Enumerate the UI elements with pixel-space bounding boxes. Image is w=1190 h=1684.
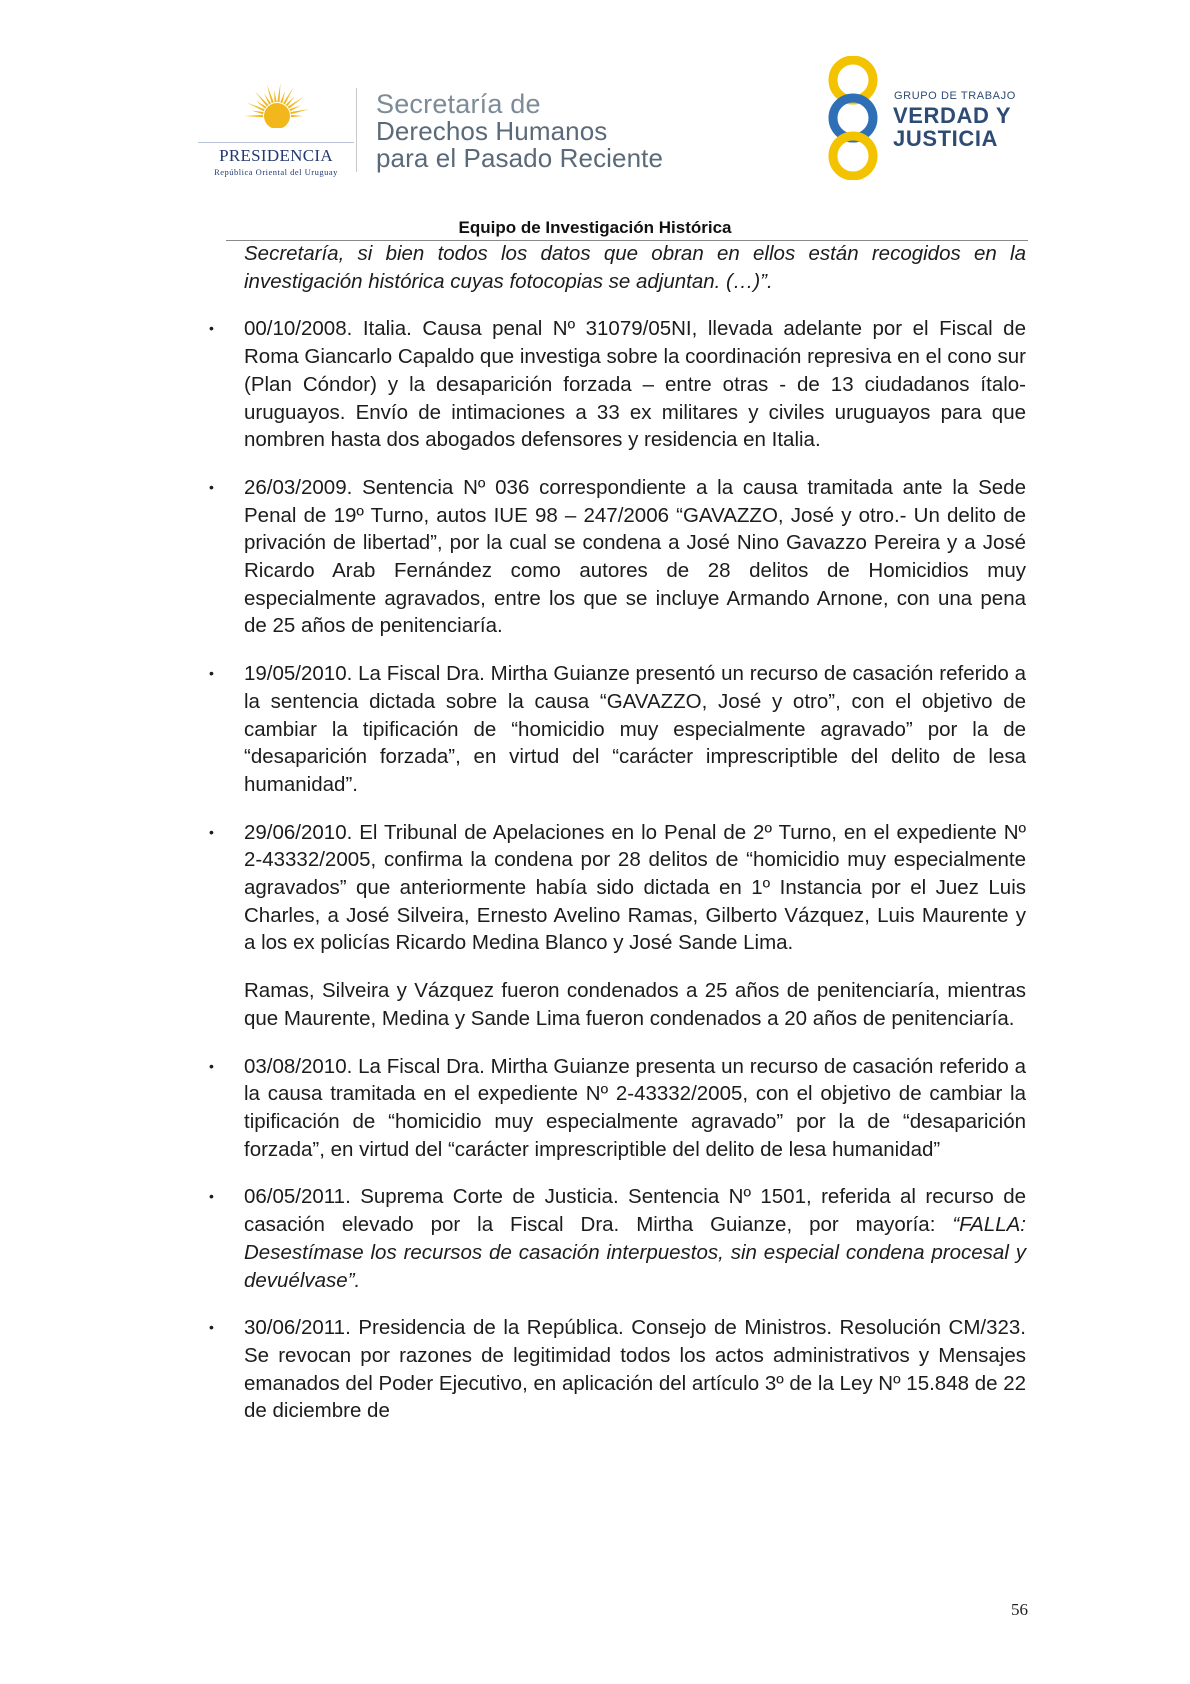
list-item-text: 03/08/2010. La Fiscal Dra. Mirtha Guianze presenta un recurso de casación referido a la causa tramitada en el expediente Nº 2-43332/2005, con el objetivo de cambiar la tipificación de “homicidio muy especialmente agravado” por la de “desaparición forzada”, en virtud del “carácter imprescriptible del delito de lesa humanidad” — [244, 1054, 1026, 1161]
list-item-text: 26/03/2009. Sentencia Nº 036 correspondiente a la causa tramitada ante la Sede Penal de 19º Turno, autos IUE 98 – 247/2006 “GAVAZZO, José y otro.- Un delito de privación de libertad”, por la cual se condena a José Nino Gavazzo Pereira y a José Ricardo Arab Fernández como autores de 28 delitos de Homicidios muy especialmente agravados, entre los que se incluye Armando Arnone, con una pena de 25 años de penitenciaría. — [244, 475, 1026, 638]
list-item — [209, 660, 1026, 799]
logo-rule — [198, 142, 354, 143]
presidencia-subtitle: República Oriental del Uruguay — [214, 167, 338, 177]
list-item-text: 06/05/2011. Suprema Corte de Justicia. Sentencia Nº 1501, referida al recurso de casación elevado por la Fiscal Dra. Mirtha Guianze, por mayoría: — [244, 1185, 1026, 1237]
secretaria-logo-text — [376, 90, 663, 172]
team-title: Equipo de Investigación Histórica — [458, 218, 732, 237]
list-item — [209, 1314, 1026, 1425]
document-body — [209, 240, 1026, 1445]
bullet-icon: • — [209, 320, 214, 337]
bullet-icon: • — [209, 478, 214, 495]
rings-icon — [820, 56, 886, 180]
list-item — [209, 819, 1026, 1033]
ruling-quote: “FALLA: Desestímase los recursos de casación interpuestos, sin especial condena procesal y devuélvase”. — [244, 1213, 1026, 1292]
list-item — [209, 1053, 1026, 1164]
secretaria-line-1: Secretaría de — [376, 89, 541, 119]
list-item — [209, 315, 1026, 454]
page-number: 56 — [1011, 1600, 1028, 1619]
bullet-icon: • — [209, 665, 214, 682]
grupo-label: GRUPO DE TRABAJO — [894, 90, 1016, 102]
list-item-subparagraph: Ramas, Silveira y Vázquez fueron condenados a 25 años de penitenciaría, mientras que Maurente, Medina y Sande Lima fueron condenados a 20 años de penitenciaría. — [244, 979, 1026, 1030]
list-item-text: 29/06/2010. El Tribunal de Apelaciones en lo Penal de 2º Turno, en el expediente Nº 2-43332/2005, confirma la condena por 28 delitos de “homicidio muy especialmente agravados” que anteriormente había sido dictada en 1º Instancia por el Juez Luis Charles, a José Silveira, Ernesto Avelino Ramas, Gilberto Vázquez, Luis Maurente y a los ex policías Ricardo Medina Blanco y José Sande Lima. — [244, 820, 1026, 955]
bullet-icon: • — [209, 1057, 214, 1074]
secretaria-line-2: Derechos Humanos — [376, 116, 608, 146]
verdad-label: VERDAD Y — [893, 103, 1012, 128]
justicia-label: JUSTICIA — [893, 126, 999, 151]
presidencia-logo — [196, 76, 356, 181]
sun-icon — [244, 76, 310, 142]
bullet-icon: • — [209, 1319, 214, 1336]
event-list — [209, 315, 1026, 1425]
presidencia-name: PRESIDENCIA — [219, 146, 333, 165]
list-item-text: 30/06/2011. Presidencia de la República. Consejo de Ministros. Resolución CM/323. Se revocan por razones de legitimidad todos los actos administrativos y Mensajes emanados del Poder Ejecutivo, en aplicación del artículo 3º de la Ley Nº 15.848 de 22 de diciembre de — [244, 1316, 1026, 1423]
list-item-text-with-quote — [244, 1183, 1026, 1294]
verdad-justicia-logo — [820, 56, 1020, 180]
bullet-icon: • — [209, 823, 214, 840]
list-item-text: 19/05/2010. La Fiscal Dra. Mirtha Guianze presentó un recurso de casación referido a la sentencia dictada sobre la causa “GAVAZZO, José y otro”, con el objetivo de cambiar la tipificación de “homicidio muy especialmente agravado” por la de “desaparición forzada”, en virtud del “carácter imprescriptible del delito de lesa humanidad”. — [244, 662, 1026, 796]
header-divider — [356, 88, 357, 172]
list-item-text: 00/10/2008. Italia. Causa penal Nº 31079/05NI, llevada adelante por el Fiscal de Roma Giancarlo Capaldo que investiga sobre la coordinación represiva en el cono sur (Plan Cóndor) y la desaparición forzada – entre otras - de 13 ciudadanos ítalo-uruguayos. Envío de intimaciones a 33 ex militares y civiles uruguayos para que nombren hasta dos abogados defensores y residencia en Italia. — [244, 317, 1026, 452]
list-item — [209, 1183, 1026, 1294]
bullet-icon: • — [209, 1188, 214, 1205]
list-item — [209, 474, 1026, 640]
intro-paragraph: Secretaría, si bien todos los datos que obran en ellos están recogidos en la investigación histórica cuyas fotocopias se adjuntan. (…)”. — [244, 242, 1026, 293]
secretaria-line-3: para el Pasado Reciente — [376, 143, 664, 173]
